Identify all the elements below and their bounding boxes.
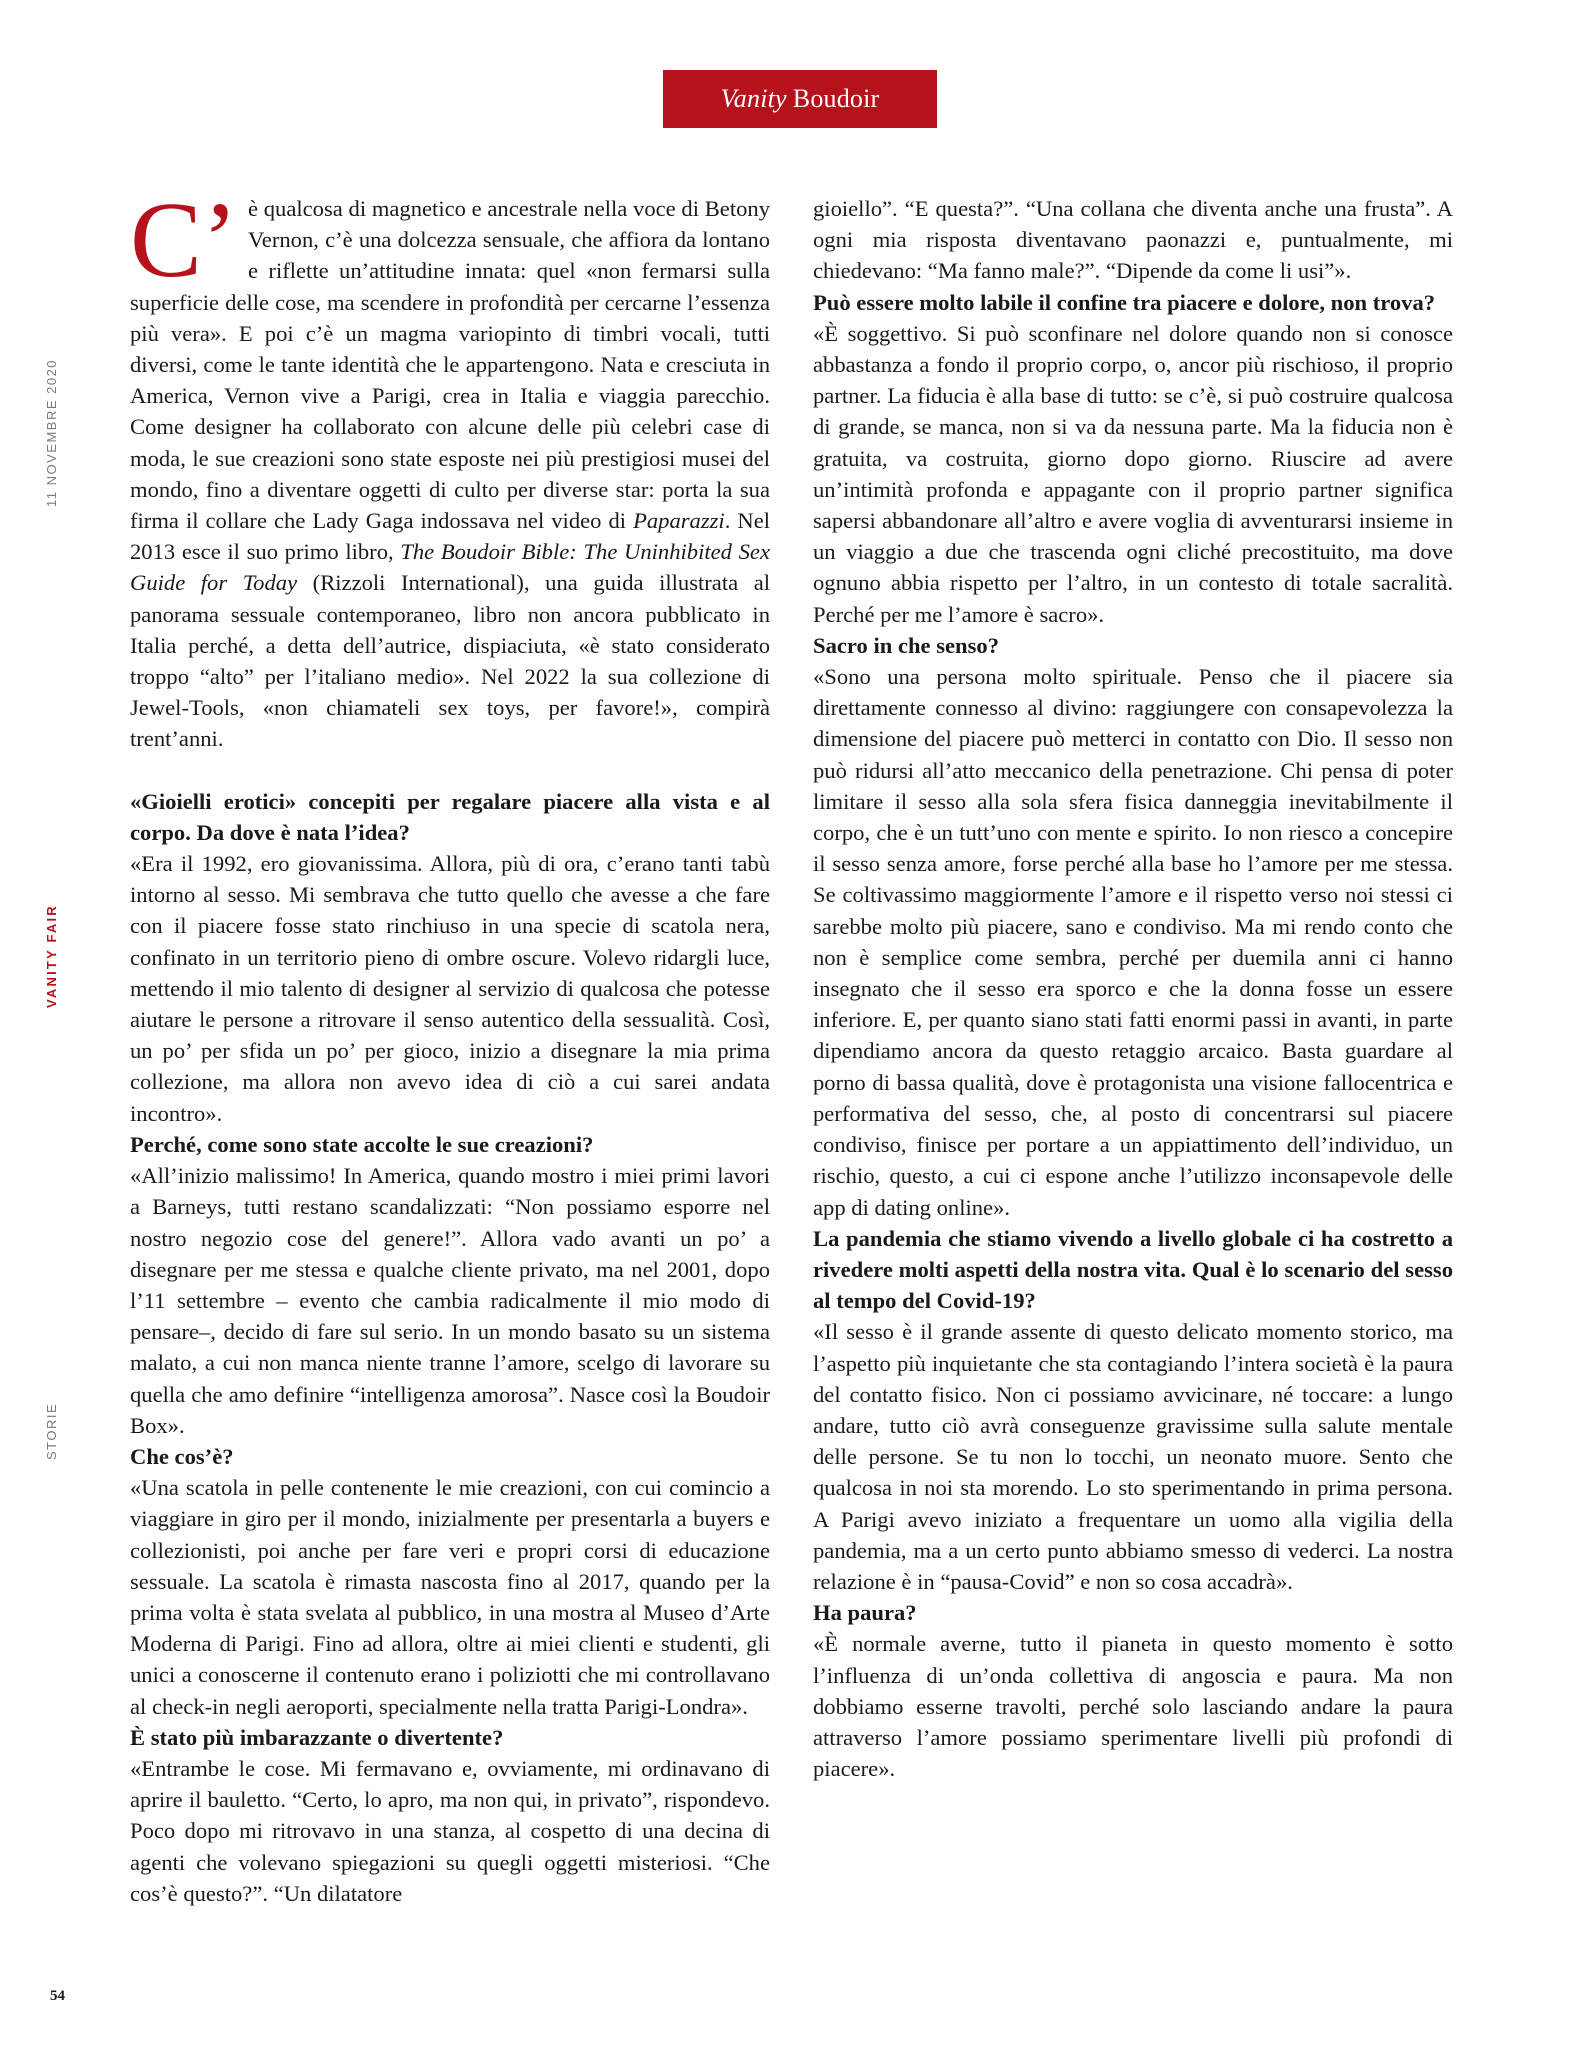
- article-right-column: [813, 193, 1453, 1784]
- interview-answer: «All’inizio malissimo! In America, quando mostro i miei primi lavori a Barneys, tutti restano scandalizzati: “Non possiamo esporre nel nostro negozio cose del genere!”. Allora vado avanti un po’ a disegnare per me stessa e qualche cliente privato, ma nel 2001, dopo l’11 settembre – evento che cambia radicalmente il mio modo di pensare–, decido di fare sul serio. In un mondo basato su un sistema malato, a cui non manca niente tranne l’amore, scelgo di lavorare su quella che amo definire “intelligenza amorosa”. Nasce così la Boudoir Box».: [130, 1163, 770, 1438]
- video-title: Paparazzi: [633, 508, 725, 534]
- interview-question: Ha paura?: [813, 1600, 917, 1626]
- banner-section-word: Boudoir: [792, 84, 880, 113]
- drop-cap: C’: [130, 181, 238, 300]
- interview-question: «Gioielli erotici» concepiti per regalare piacere alla vista e al corpo. Da dove è nata l’idea?: [130, 788, 770, 845]
- intro-text-1: è qualcosa di magnetico e ancestrale nella voce di Betony Vernon, c’è una dolcezza sensuale, che affiora da lontano e riflette un’attitudine innata: quel «non fermarsi sulla superficie delle cose, ma scendere in profondità per cercarne l’essenza più vera». E poi c’è un magma variopinto di timbri vocali, tutti diversi, come le tante identità che le appartengono. Nata e cresciuta in America, Vernon vive a Parigi, crea in Italia e viaggia parecchio. Come designer ha collaborato con alcune delle più celebri case di moda, le sue creazioni sono state esposte nei più prestigiosi musei del mondo, fino a diventare oggetti di culto per diverse star: porta la sua firma il collare che Lady Gaga indossava nel video di: [130, 196, 770, 534]
- article-left-column: [130, 181, 771, 1909]
- interview-answer: «Il sesso è il grande assente di questo delicato momento storico, ma l’aspetto più inquietante che sta contagiando l’intera società è la paura del contatto fisico. Non ci possiamo avvicinare, né toccare: a lungo andare, tutto ciò avrà conseguenze gravissime sulla salute mentale delle persone. Se tu non lo tocchi, un neonato muore. Sento che qualcosa in noi sta morendo. Lo sto sperimentando in prima persona. A Parigi avevo iniziato a frequentare un uomo alla vigilia della pandemia, ma a un certo punto abbiamo smesso di vederci. La nostra relazione è in “pausa-Covid” e non so cosa accadrà».: [813, 1319, 1453, 1594]
- interview-question: Perché, come sono state accolte le sue creazioni?: [130, 1131, 594, 1157]
- interview-answer: «Era il 1992, ero giovanissima. Allora, più di ora, c’erano tanti tabù intorno al sesso. Mi sembrava che tutto quello che avesse a che fare con il piacere fosse stato rinchiuso in una specie di scatola nera, confinato in un territorio pieno di ombre oscure. Volevo ridargli luce, mettendo il mio talento di designer al servizio di qualcosa che potesse aiutare le persone a ritrovare il senso autentico della sessualità. Così, un po’ per sfida un po’ per gioco, inizio a disegnare la mia prima collezione, ma allora non avevo idea di ciò a cui sarei andata incontro».: [130, 851, 770, 1126]
- interview-question: È stato più imbarazzante o divertente?: [130, 1724, 504, 1750]
- book-title: The Boudoir Bible: The Uninhibited Sex Guide for Today: [130, 539, 770, 596]
- intro-paragraph: [130, 181, 771, 755]
- interview-answer: «Sono una persona molto spirituale. Penso che il piacere sia direttamente connesso al divino: raggiungere con consapevolezza la dimensione del piacere può metterci in contatto con Dio. Il sesso non può ridursi all’atto meccanico della penetrazione. Chi pensa di poter limitare il sesso alla sola sfera fisica danneggia inevitabilmente il corpo, che è un tutt’uno con mente e spirito. Io non riesco a concepire il sesso senza amore, forse perché alla base ho l’amore per me stessa. Se coltivassimo maggiormente l’amore e il rispetto verso noi stessi ci sarebbe molto più piacere, sano e condiviso. Ma mi rendo conto che non è semplice come sembra, perché per duemila anni ci hanno insegnato che il sesso era sporco e che la donna fosse un essere inferiore. E, per quanto siano stati fatti enormi passi in avanti, in parte dipendiamo ancora da questo retaggio arcaico. Basta guardare al porno di bassa qualità, dove è protagonista una visione fallocentrica e performativa del sesso, che, al posto di concentrarsi sul piacere condiviso, finisce per portare a un appiattimento dell’individuo, un rischio, questo, a cui ci espone anche l’utilizzo inconsapevole delle app di dating online».: [813, 664, 1453, 1220]
- intro-text-3: (Rizzoli International), una guida illustrata al panorama sessuale contemporaneo, libro non ancora pubblicato in Italia perché, a detta dell’autrice, dispiaciuta, «è stato considerato troppo “alto” per l’italiano medio». Nel 2022 la sua collezione di Jewel-Tools, «non chiamateli sex toys, per favore!», compirà trent’anni.: [130, 570, 770, 752]
- interview-answer: «È normale averne, tutto il pianeta in questo momento è sotto l’influenza di un’onda collettiva di angoscia e paura. Ma non dobbiamo esserne travolti, perché solo lasciando andare la paura attraverso l’amore possiamo sperimentare livelli più profondi di piacere».: [813, 1631, 1453, 1782]
- interview-question: Sacro in che senso?: [813, 632, 999, 658]
- interview-answer: «Entrambe le cose. Mi fermavano e, ovviamente, mi ordinavano di aprire il bauletto. “Certo, lo apro, ma non qui, in privato”, rispondevo. Poco dopo mi ritrovavo in una stanza, al cospetto di una decina di agenti che volevano spiegazioni su quegli oggetti misteriosi. “Che cos’è questo?”. “Un dilatatore: [130, 1755, 770, 1906]
- interview-question: La pandemia che stiamo vivendo a livello globale ci ha costretto a rivedere molti aspetti della nostra vita. Qual è lo scenario del sesso al tempo del Covid-19?: [813, 1225, 1453, 1314]
- sidebar-magazine-name: VANITY FAIR: [44, 904, 59, 1008]
- sidebar-date: 11 NOVEMBRE 2020: [44, 358, 59, 507]
- intro-text-2: . Nel 2013 esce il suo primo libro,: [130, 508, 771, 565]
- banner-italic-word: Vanity: [720, 84, 787, 113]
- interview-answer: «È soggettivo. Si può sconfinare nel dolore quando non si conosce abbastanza a fondo il proprio corpo, o, ancor più rischioso, il proprio partner. La fiducia è alla base di tutto: se c’è, si può costruire qualcosa di grande, se manca, non si va da nessuna parte. Ma la fiducia non è gratuita, va costruita, giorno dopo giorno. Riuscire ad avere un’intimità profonda e appagante con il proprio partner significa sapersi abbandonare all’altro e avere voglia di avventurarsi insieme in un viaggio a due che trascenda ogni cliché precostituito, ma dove ognuno abbia rispetto per l’altro, in un contesto di totale sacralità. Perché per me l’amore è sacro».: [813, 320, 1453, 627]
- page-number: 54: [50, 1988, 65, 2004]
- interview-question: Che cos’è?: [130, 1443, 234, 1469]
- section-banner: [663, 70, 937, 128]
- interview-question: Può essere molto labile il confine tra piacere e dolore, non trova?: [813, 289, 1436, 315]
- interview-answer: gioiello”. “E questa?”. “Una collana che diventa anche una frusta”. A ogni mia risposta diventavano paonazzi e, puntualmente, mi chiedevano: “Ma fanno male?”. “Dipende da come li usi”».: [813, 196, 1453, 284]
- sidebar-section-name: STORIE: [44, 1402, 59, 1460]
- interview-answer: «Una scatola in pelle contenente le mie creazioni, con cui comincio a viaggiare in giro per il mondo, inizialmente per presentarla a buyers e collezionisti, poi anche per fare veri e propri corsi di educazione sessuale. La scatola è rimasta nascosta fino al 2017, quando per la prima volta è stata svelata al pubblico, in una mostra al Museo d’Arte Moderna di Parigi. Fino ad allora, oltre ai miei clienti e studenti, gli unici a conoscerne il contenuto erano i poliziotti che mi controllavano al check-in negli aeroporti, specialmente nella tratta Parigi-Londra».: [130, 1475, 770, 1719]
